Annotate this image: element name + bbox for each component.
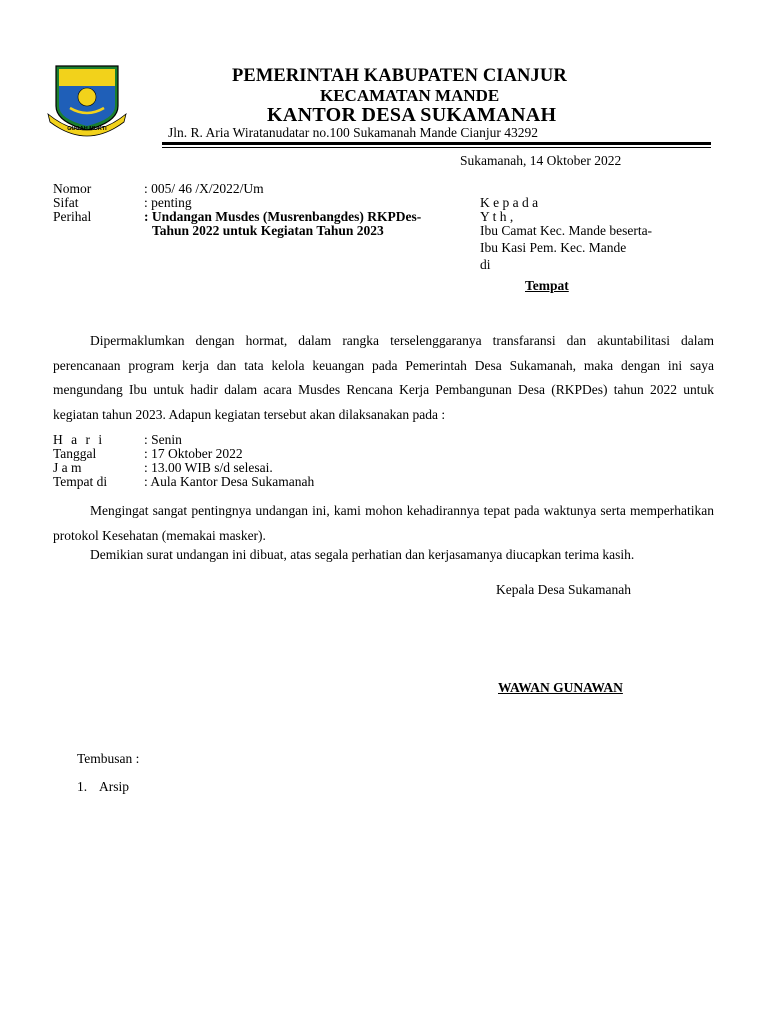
header-government: PEMERINTAH KABUPATEN CIANJUR [232,66,567,86]
sifat-value: : penting [144,195,192,210]
nomor-value: : 005/ 46 /X/2022/Um [144,181,264,196]
cc-item-text: Arsip [99,779,129,794]
recipient-line1: Ibu Camat Kec. Mande beserta- [480,223,653,238]
tempat-value: : Aula Kantor Desa Sukamanah [144,474,315,489]
body-paragraph-2: Mengingat sangat pentingnya undangan ini, kami mohon kehadirannya tepat pada waktunya serta memperhatikan protokol Kesehatan (memakai masker). [53,503,714,543]
header-address: Jln. R. Aria Wiratanudatar no.100 Sukamanah Mande Cianjur 43292 [168,125,539,140]
hari-label: H a r i [53,432,105,447]
logo-motto: GUGAH MUKTI [67,126,107,132]
signature-name: WAWAN GUNAWAN [498,680,623,695]
recipient-di: di [480,257,491,272]
perihal-value-line2: Tahun 2022 untuk Kegiatan Tahun 2023 [152,223,384,238]
signature-title: Kepala Desa Sukamanah [496,582,631,597]
sifat-label: Sifat [53,195,79,210]
header-district: KECAMATAN MANDE [320,86,500,105]
tanggal-value: : 17 Oktober 2022 [144,446,243,461]
recipient-kepada: K e p a d a [480,195,539,210]
recipient-yth: Y t h , [480,209,514,224]
cc-label: Tembusan : [77,751,140,766]
header-rule-thick [162,142,711,145]
body-paragraph-3: Demikian surat undangan ini dibuat, atas segala perhatian dan kerjasamanya diucapkan terima kasih. [90,547,635,562]
regency-emblem-logo [46,64,128,138]
jam-value: : 13.00 WIB s/d selesai. [144,460,273,475]
perihal-value-line1: : Undangan Musdes (Musrenbangdes) RKPDes- [144,209,422,224]
recipient-tempat: Tempat [525,278,569,293]
header-rule-thin [162,147,711,148]
header-office: KANTOR DESA SUKAMANAH [267,104,557,126]
recipient-line2: Ibu Kasi Pem. Kec. Mande [480,240,627,255]
tempat-label: Tempat di [53,474,108,489]
cc-item-number: 1. [77,779,88,794]
hari-value: : Senin [144,432,182,447]
body-paragraph-1: Dipermaklumkan dengan hormat, dalam rangka terselenggaranya transfaransi dan akuntabilitasi dalam perencanaan program kerja dan tata kelola keuangan pada Pemerintah Desa Sukamanah, maka dengan ini saya mengundang Ibu untuk hadir dalam acara Musdes Rencana Kerja Pembangunan Desa (RKPDes) tahun 2022 untuk kegiatan tahun 2023. Adapun kegiatan tersebut akan dilaksanakan pada : [53,333,714,422]
jam-label: J a m [53,460,82,475]
letter-date: Sukamanah, 14 Oktober 2022 [460,153,622,168]
nomor-label: Nomor [53,181,92,196]
perihal-label: Perihal [53,209,92,224]
tanggal-label: Tanggal [53,446,97,461]
